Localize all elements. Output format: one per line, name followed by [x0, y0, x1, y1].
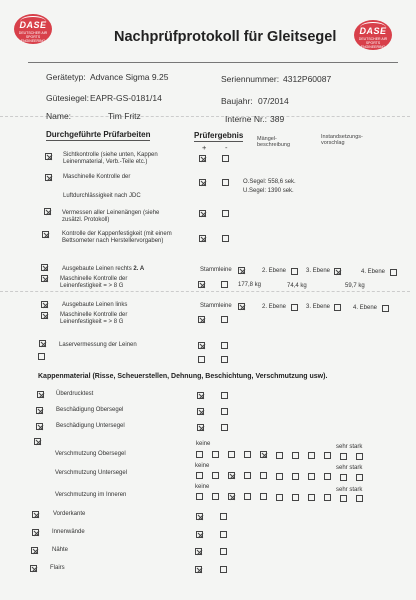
leinen-links-label: Ausgebaute Leinen links [62, 302, 128, 308]
checkbox-bes-ober-minus[interactable] [221, 408, 228, 415]
scale-innen-1[interactable] [196, 493, 203, 500]
checkbox-stammleine-rechts[interactable] [238, 267, 245, 274]
checkbox-naehte[interactable] [31, 547, 38, 554]
checkbox-vermessen-minus[interactable] [222, 210, 229, 217]
col-arbeiten: Durchgeführte Prüfarbeiten [46, 130, 151, 139]
keine-label-2: keine [195, 463, 210, 469]
scale-ober-9[interactable] [324, 452, 331, 459]
guetesiegel-label: Gütesiegel: [46, 93, 89, 103]
checkbox-laser-minus[interactable] [221, 342, 228, 349]
interne-value: 389 [270, 114, 285, 124]
scale-innen-8[interactable] [308, 494, 315, 501]
scale-ober-4[interactable] [244, 451, 251, 458]
checkbox-luft[interactable] [45, 174, 52, 181]
row-leinen-masch-links: Maschinelle Kontrolle der Leinenfestigkeit = > 8 G [60, 312, 128, 325]
col-plus: + [202, 143, 207, 152]
scale-unter-3[interactable] [228, 472, 235, 479]
row-bes-ober: Beschädigung Obersegel [56, 407, 124, 413]
scale-ober-6[interactable] [276, 452, 283, 459]
ebene4-rechts: 4. Ebene [361, 269, 386, 275]
row-naehte: Nähte [52, 547, 69, 553]
guetesiegel-value: EAPR-GS-0181/14 [90, 93, 162, 103]
row-ver-ober: Verschmutzung Obersegel [55, 451, 126, 457]
scale-innen-6[interactable] [276, 494, 283, 501]
scale-unter-11[interactable] [356, 474, 363, 481]
checkbox-luft-plus[interactable] [199, 179, 206, 186]
checkbox-stammleine-links[interactable] [238, 303, 245, 310]
col-instand: Instandsetzungs- vorschlag [321, 134, 363, 147]
name-label: Name: [46, 111, 72, 121]
checkbox-ebene3-rechts[interactable] [334, 268, 341, 275]
row-vorderkante: Vorderkante [53, 511, 86, 517]
keine-label-1: keine [196, 441, 211, 447]
geraetetyp-label: Gerätetyp: [46, 72, 86, 82]
scale-unter-6[interactable] [276, 473, 283, 480]
row-ueberdruck: Überdrucktest [56, 391, 94, 397]
scale-unter-5[interactable] [260, 472, 267, 479]
luft-untersegel: U.Segel: 1390 sek. [243, 188, 294, 194]
checkbox-verschmutzung[interactable] [34, 438, 41, 445]
logo-tagline: DEUTSCHER AIR SPORTS ENGINEERING [18, 31, 48, 43]
interne-label: Interne Nr.: [225, 114, 268, 124]
scale-ober-2[interactable] [212, 451, 219, 458]
scale-unter-4[interactable] [244, 472, 251, 479]
luft-obersegel: O.Segel: 558,6 sek. [243, 179, 296, 185]
logo-swirl-icon [360, 22, 386, 33]
checkbox-kappenfest-minus[interactable] [222, 235, 229, 242]
scale-ober-11[interactable] [356, 453, 363, 460]
checkbox-empty-row[interactable] [38, 353, 45, 360]
checkbox-naehte-minus[interactable] [220, 548, 227, 555]
sehr-stark-label-3: sehr stark [336, 487, 363, 493]
sehr-stark-label-1: sehr stark [336, 444, 363, 450]
ebene2-links: 2. Ebene [262, 304, 287, 310]
scale-innen-2[interactable] [212, 493, 219, 500]
checkbox-innenwaende-minus[interactable] [220, 531, 227, 538]
row-vermessen: Vermessen aller Leinenängen (siehe zusätzl. Protokoll) [62, 210, 160, 223]
checkbox-vermessen[interactable] [44, 208, 51, 215]
checkbox-leinen-links[interactable] [41, 301, 48, 308]
scale-ober-5[interactable] [260, 451, 267, 458]
seriennummer-label: Seriennummer: [221, 74, 280, 84]
name-value: Tim Fritz [108, 111, 141, 121]
checkbox-bes-ober[interactable] [36, 407, 43, 414]
logo-brand: DASE [19, 20, 47, 30]
kg-ebene3: 59,7 kg [345, 283, 365, 289]
scale-innen-9[interactable] [324, 494, 331, 501]
checkbox-ebene4-links[interactable] [382, 305, 389, 312]
checkbox-ebene2-links[interactable] [291, 304, 298, 311]
checkbox-bes-unter-plus[interactable] [197, 424, 204, 431]
col-ergebnis: Prüfergebnis [194, 131, 244, 140]
sehr-stark-label-2: sehr stark [336, 465, 363, 471]
row-ver-innen: Verschmutzung im Inneren [55, 492, 127, 498]
checkbox-ebene2-rechts[interactable] [291, 268, 298, 275]
stammleine-links: Stammleine [200, 303, 232, 309]
checkbox-flairs-minus[interactable] [220, 566, 227, 573]
scale-innen-4[interactable] [244, 493, 251, 500]
row-ver-unter: Verschmutzung Untersegel [55, 470, 128, 476]
scale-unter-1[interactable] [196, 472, 203, 479]
row-kappenfest: Kontrolle der Kappenfestigkeit (mit einem Bettsometer nach Herstellervorgaben) [62, 231, 172, 244]
checkbox-rechts-minus[interactable] [221, 281, 228, 288]
scale-innen-7[interactable] [292, 494, 299, 501]
scale-unter-8[interactable] [308, 473, 315, 480]
scale-ober-10[interactable] [340, 453, 347, 460]
scale-unter-7[interactable] [292, 473, 299, 480]
ebene3-links: 3. Ebene [306, 304, 331, 310]
checkbox-bes-ober-plus[interactable] [197, 408, 204, 415]
stammleine-rechts: Stammleine [200, 267, 232, 273]
row-leinen-rechts [62, 266, 144, 273]
ebene2-rechts: 2. Ebene [262, 268, 287, 274]
checkbox-bes-unter[interactable] [36, 423, 43, 430]
row-sicht: Sichtkontrolle (siehe unten, Kappen Leinenmaterial, Verb.-Teile etc.) [63, 152, 158, 165]
checkbox-vorderkante[interactable] [32, 511, 39, 518]
leinen-rechts-label: Ausgebaute Leinen rechts [62, 266, 132, 272]
row-leinen-masch-rechts: Maschinelle Kontrolle der Leinenfestigkeit = > 8 G [60, 276, 128, 289]
checkbox-flairs[interactable] [30, 565, 37, 572]
checkbox-empty-plus[interactable] [198, 356, 205, 363]
checkbox-sicht[interactable] [45, 153, 52, 160]
checkbox-naehte-plus[interactable] [195, 548, 202, 555]
row-leinen-links [62, 302, 127, 309]
kappen-heading: Kappenmaterial (Risse, Scheuerstellen, Dehnung, Beschichtung, Verschmutzung usw). [38, 373, 328, 380]
checkbox-kappenfest[interactable] [42, 231, 49, 238]
checkbox-vorderkante-minus[interactable] [220, 513, 227, 520]
checkbox-kappenfest-plus[interactable] [199, 235, 206, 242]
scale-unter-2[interactable] [212, 472, 219, 479]
checkbox-sicht-minus[interactable] [222, 155, 229, 162]
checkbox-leinen-rechts[interactable] [41, 264, 48, 271]
scale-innen-5[interactable] [260, 493, 267, 500]
checkbox-bes-unter-minus[interactable] [221, 424, 228, 431]
col-minus: - [225, 143, 228, 152]
checkbox-links-minus[interactable] [221, 316, 228, 323]
checkbox-vermessen-plus[interactable] [199, 210, 206, 217]
checkbox-rechts-plus[interactable] [198, 281, 205, 288]
row-luft-1: Maschinelle Kontrolle der [63, 174, 131, 180]
checkbox-ueberdruck-plus[interactable] [197, 392, 204, 399]
col-maengel: Mängel- beschreibung [257, 136, 291, 149]
row-innenwaende: Innenwände [52, 529, 85, 535]
checkbox-ueberdruck-minus[interactable] [221, 392, 228, 399]
scale-ober-1[interactable] [196, 451, 203, 458]
baujahr-label: Baujahr: [221, 96, 253, 106]
ebene4-links: 4. Ebene [353, 305, 378, 311]
scale-unter-10[interactable] [340, 474, 347, 481]
dase-logo-left [14, 14, 52, 44]
checkbox-ebene4-rechts[interactable] [390, 269, 397, 276]
checkbox-innenwaende-plus[interactable] [196, 531, 203, 538]
checkbox-luft-minus[interactable] [222, 179, 229, 186]
checkbox-flairs-plus[interactable] [195, 566, 202, 573]
kg-stammleine: 177,8 kg [238, 282, 262, 288]
ebene3-rechts: 3. Ebene [306, 268, 331, 274]
checkbox-links-plus[interactable] [198, 316, 205, 323]
scale-innen-10[interactable] [340, 495, 347, 502]
checkbox-laser[interactable] [39, 340, 46, 347]
checkbox-vorderkante-plus[interactable] [196, 513, 203, 520]
checkbox-ueberdruck[interactable] [37, 391, 44, 398]
seriennummer-value: 4312P60087 [283, 74, 332, 84]
dase-logo-right [354, 20, 392, 50]
logo-tagline: DEUTSCHER AIR SPORTS ENGINEERING [358, 37, 388, 49]
scale-ober-8[interactable] [308, 452, 315, 459]
checkbox-empty-minus[interactable] [221, 356, 228, 363]
baujahr-value: 07/2014 [258, 96, 289, 106]
scale-ober-7[interactable] [292, 452, 299, 459]
geraetetyp-value: Advance Sigma 9.25 [90, 72, 169, 82]
scale-innen-3[interactable] [228, 493, 235, 500]
logo-swirl-icon [20, 16, 46, 27]
checkbox-innenwaende[interactable] [32, 529, 39, 536]
row-bes-unter: Beschädigung Untersegel [56, 423, 125, 429]
row-flairs: Flairs [50, 565, 65, 571]
scale-unter-9[interactable] [324, 473, 331, 480]
page-title: Nachprüfprotokoll für Gleitsegel [114, 29, 337, 45]
kg-ebene2: 74,4 kg [287, 283, 307, 289]
logo-brand: DASE [359, 26, 387, 36]
leinen-rechts-num: 2. A [133, 266, 145, 272]
checkbox-laser-plus[interactable] [198, 342, 205, 349]
scale-innen-11[interactable] [356, 495, 363, 502]
checkbox-ebene3-links[interactable] [334, 304, 341, 311]
row-laser: Laservermessung der Leinen [59, 342, 137, 348]
scale-ober-3[interactable] [228, 451, 235, 458]
keine-label-3: keine [195, 484, 210, 490]
row-luft-2: Luftdurchlässigkeit nach JDC [63, 193, 141, 199]
checkbox-sicht-plus[interactable] [199, 155, 206, 162]
